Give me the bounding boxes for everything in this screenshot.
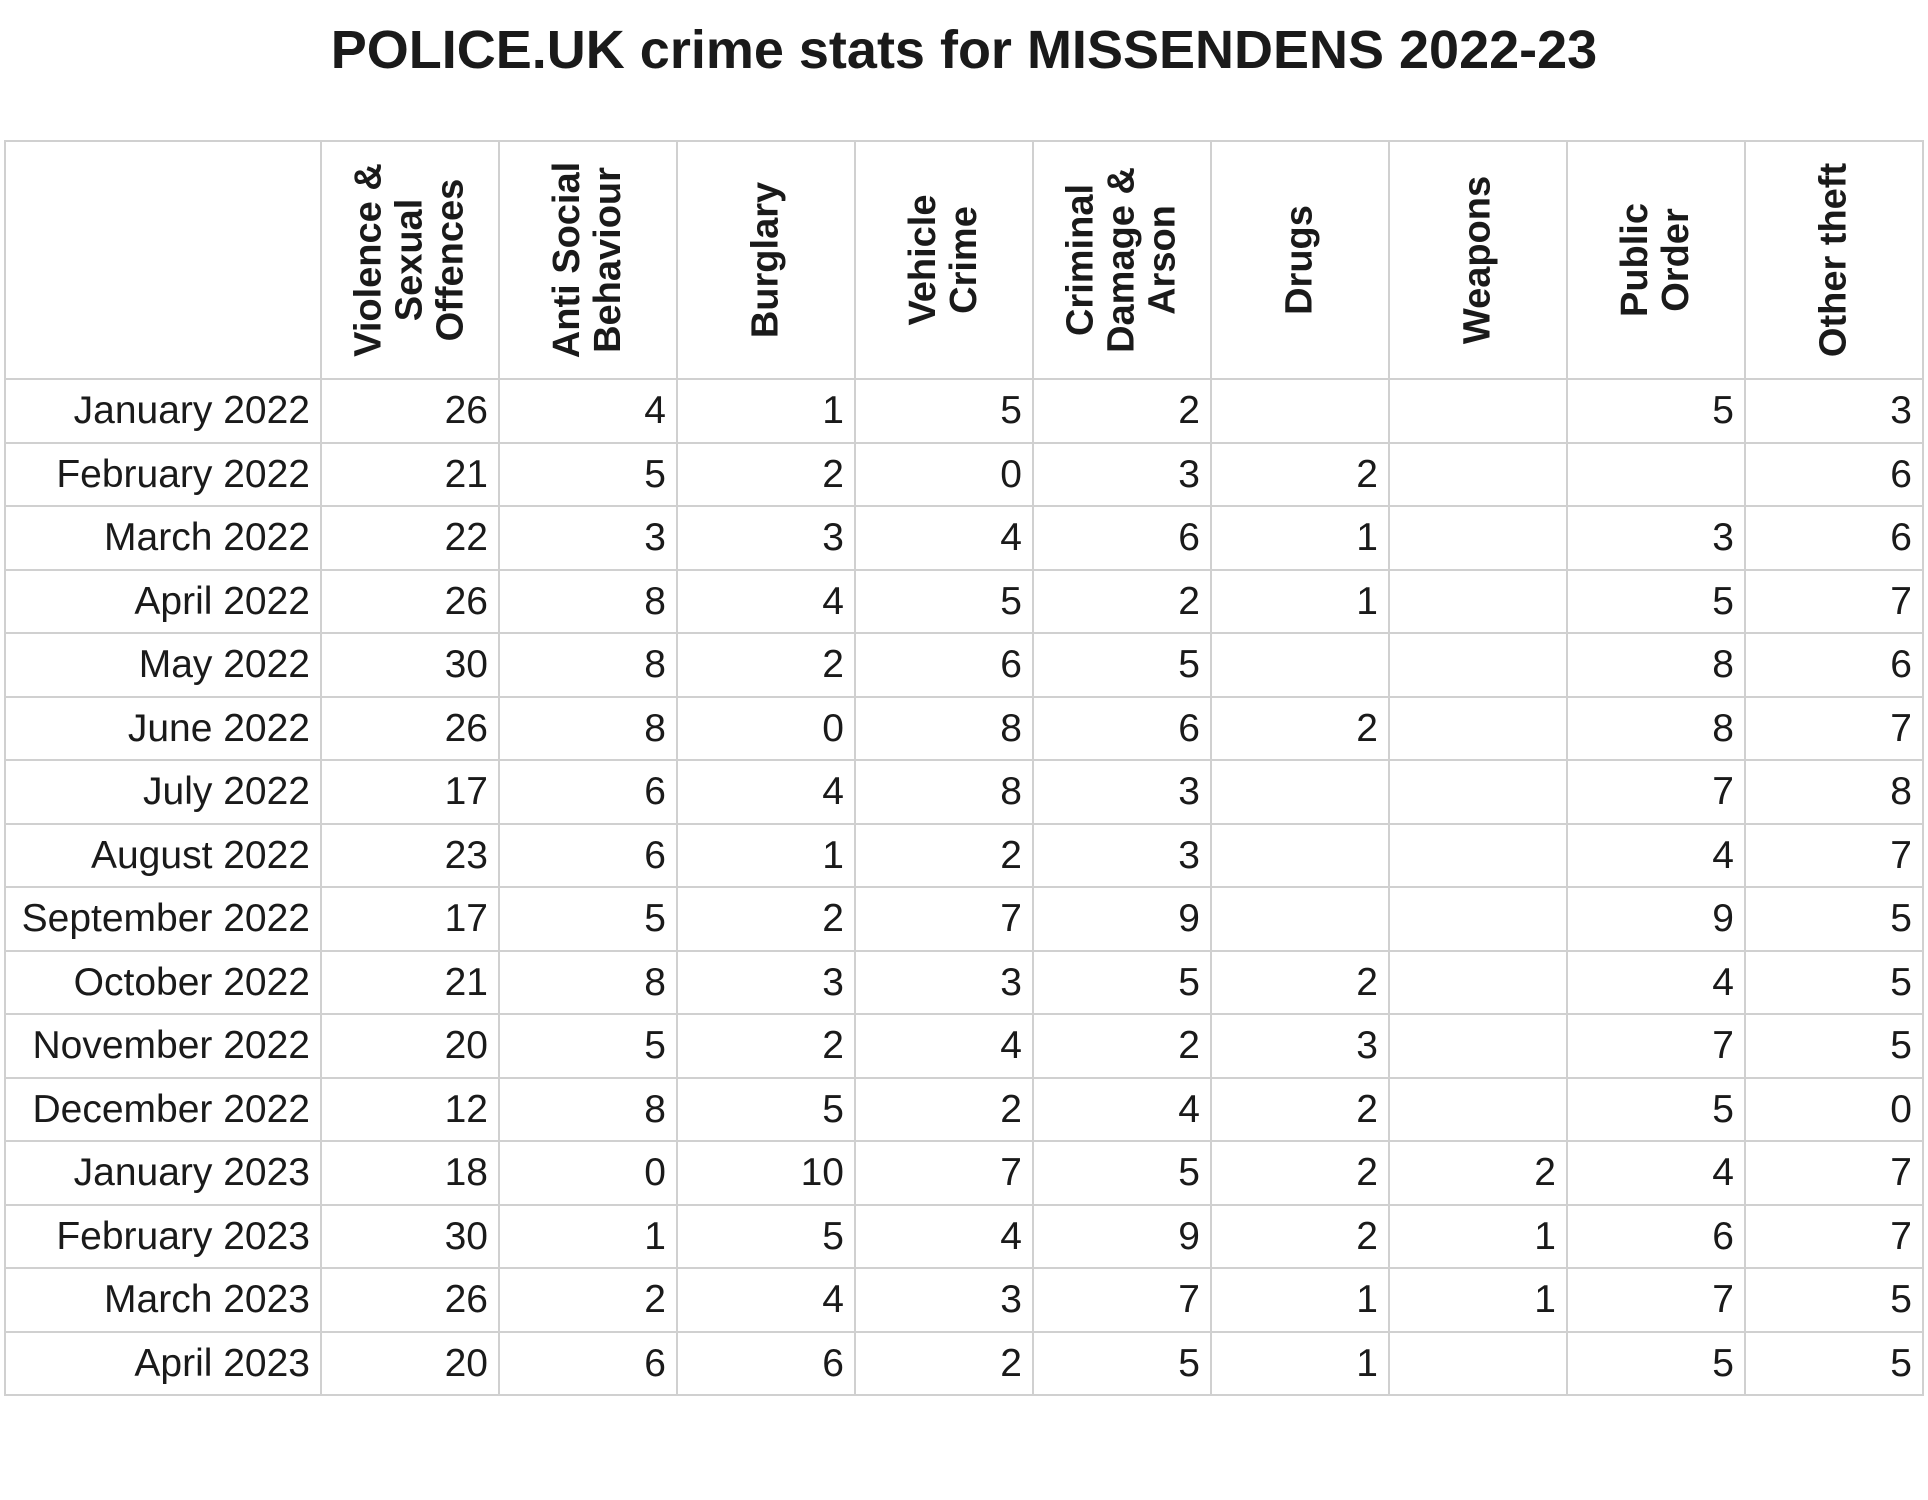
table-cell: 4	[1567, 1141, 1745, 1205]
table-cell: 7	[1745, 570, 1923, 634]
table-cell: 2	[855, 824, 1033, 888]
table-cell: 3	[855, 951, 1033, 1015]
table-cell	[1389, 887, 1567, 951]
table-cell	[1389, 697, 1567, 761]
table-row	[5, 506, 1923, 570]
table-cell: 1	[677, 824, 855, 888]
table-cell: 5	[855, 570, 1033, 634]
column-header-label: Burglary	[744, 181, 787, 339]
table-cell: 8	[1745, 760, 1923, 824]
table-cell	[1389, 1014, 1567, 1078]
table-cell	[1567, 443, 1745, 507]
table-cell: 5	[1033, 1332, 1211, 1396]
table-cell	[1389, 379, 1567, 443]
row-label: February 2023	[5, 1205, 321, 1269]
table-cell: 2	[1033, 1014, 1211, 1078]
table-cell	[1389, 570, 1567, 634]
table-row	[5, 1141, 1923, 1205]
table-cell: 7	[855, 887, 1033, 951]
table-cell: 9	[1033, 1205, 1211, 1269]
table-cell	[1389, 633, 1567, 697]
table-row	[5, 633, 1923, 697]
column-header-label: Violence & Sexual Offences	[347, 163, 472, 357]
table-cell: 5	[1567, 379, 1745, 443]
table-cell: 21	[321, 443, 499, 507]
table-cell: 4	[499, 379, 677, 443]
table-cell: 5	[1745, 1268, 1923, 1332]
table-cell	[1389, 824, 1567, 888]
table-cell	[1389, 1332, 1567, 1396]
table-cell: 8	[855, 697, 1033, 761]
table-cell: 7	[1745, 1205, 1923, 1269]
table-cell: 5	[1567, 1078, 1745, 1142]
table-cell: 6	[855, 633, 1033, 697]
table-cell	[1211, 379, 1389, 443]
table-cell: 7	[1745, 824, 1923, 888]
table-cell: 5	[499, 1014, 677, 1078]
table-cell: 6	[1033, 506, 1211, 570]
column-header-label: Criminal Damage & Arson	[1059, 167, 1184, 353]
table-cell: 6	[1567, 1205, 1745, 1269]
table-cell: 5	[1745, 1014, 1923, 1078]
table-cell: 17	[321, 887, 499, 951]
table-cell: 12	[321, 1078, 499, 1142]
table-corner-cell	[5, 141, 321, 379]
column-header-label: Weapons	[1456, 175, 1499, 345]
table-cell: 6	[1745, 633, 1923, 697]
table-cell: 9	[1033, 887, 1211, 951]
table-cell: 1	[499, 1205, 677, 1269]
table-cell: 3	[1033, 760, 1211, 824]
table-cell: 5	[1033, 951, 1211, 1015]
table-cell: 1	[1211, 1268, 1389, 1332]
table-cell: 2	[1211, 1078, 1389, 1142]
table-cell: 4	[677, 570, 855, 634]
table-row	[5, 570, 1923, 634]
table-cell: 5	[855, 379, 1033, 443]
table-cell: 5	[1745, 951, 1923, 1015]
table-row	[5, 379, 1923, 443]
table-cell: 5	[1745, 887, 1923, 951]
table-cell: 7	[1745, 697, 1923, 761]
table-cell: 5	[677, 1205, 855, 1269]
table-row	[5, 443, 1923, 507]
column-header	[1211, 141, 1389, 379]
table-row	[5, 951, 1923, 1015]
column-header-label: Other theft	[1812, 162, 1855, 358]
column-header	[1033, 141, 1211, 379]
table-cell: 1	[1211, 1332, 1389, 1396]
table-cell: 5	[1745, 1332, 1923, 1396]
table-cell	[1389, 760, 1567, 824]
table-cell	[1211, 760, 1389, 824]
table-cell: 2	[1211, 443, 1389, 507]
table-cell: 2	[1389, 1141, 1567, 1205]
table-cell: 2	[499, 1268, 677, 1332]
table-body	[5, 379, 1923, 1395]
table-row	[5, 824, 1923, 888]
row-label: January 2022	[5, 379, 321, 443]
table-header-row	[5, 141, 1923, 379]
table-cell: 4	[1567, 824, 1745, 888]
table-cell: 3	[1211, 1014, 1389, 1078]
row-label: June 2022	[5, 697, 321, 761]
table-cell: 2	[1033, 379, 1211, 443]
table-cell: 5	[499, 443, 677, 507]
row-label: January 2023	[5, 1141, 321, 1205]
column-header	[499, 141, 677, 379]
table-cell: 6	[1033, 697, 1211, 761]
crime-stats-table	[4, 140, 1924, 1396]
row-label: March 2022	[5, 506, 321, 570]
table-cell	[1389, 506, 1567, 570]
table-cell	[1389, 1078, 1567, 1142]
table-cell: 5	[1033, 1141, 1211, 1205]
table-cell: 1	[1211, 506, 1389, 570]
table-cell: 1	[1389, 1205, 1567, 1269]
table-cell	[1389, 443, 1567, 507]
table-cell: 0	[677, 697, 855, 761]
table-cell: 1	[677, 379, 855, 443]
table-cell: 2	[677, 633, 855, 697]
column-header	[855, 141, 1033, 379]
row-label: November 2022	[5, 1014, 321, 1078]
table-cell: 5	[499, 887, 677, 951]
table-cell: 30	[321, 633, 499, 697]
table-cell: 3	[1745, 379, 1923, 443]
table-cell: 1	[1389, 1268, 1567, 1332]
row-label: April 2023	[5, 1332, 321, 1396]
table-cell: 5	[1567, 570, 1745, 634]
table-cell: 26	[321, 379, 499, 443]
row-label: March 2023	[5, 1268, 321, 1332]
table-cell: 5	[1033, 633, 1211, 697]
table-cell: 4	[855, 1205, 1033, 1269]
column-header	[321, 141, 499, 379]
table-row	[5, 887, 1923, 951]
table-cell: 7	[855, 1141, 1033, 1205]
table-cell: 3	[855, 1268, 1033, 1332]
column-header	[1389, 141, 1567, 379]
table-cell: 20	[321, 1014, 499, 1078]
table-cell: 6	[1745, 443, 1923, 507]
table-cell: 3	[677, 506, 855, 570]
table-cell: 7	[1567, 760, 1745, 824]
table-cell: 4	[855, 506, 1033, 570]
table-cell: 3	[1033, 443, 1211, 507]
table-cell: 4	[855, 1014, 1033, 1078]
table-cell: 0	[1745, 1078, 1923, 1142]
table-cell	[1211, 887, 1389, 951]
table-cell: 26	[321, 1268, 499, 1332]
table-cell: 4	[1033, 1078, 1211, 1142]
table-cell: 9	[1567, 887, 1745, 951]
table-cell	[1211, 633, 1389, 697]
table-cell: 8	[1567, 697, 1745, 761]
table-row	[5, 1014, 1923, 1078]
table-cell: 2	[1211, 1141, 1389, 1205]
column-header	[677, 141, 855, 379]
table-cell: 6	[499, 824, 677, 888]
table-cell: 4	[1567, 951, 1745, 1015]
table-cell: 10	[677, 1141, 855, 1205]
table-cell: 4	[677, 1268, 855, 1332]
table-row	[5, 760, 1923, 824]
table-cell: 2	[677, 1014, 855, 1078]
table-cell: 8	[499, 1078, 677, 1142]
table-cell: 2	[1211, 1205, 1389, 1269]
table-cell: 17	[321, 760, 499, 824]
table-cell: 6	[499, 1332, 677, 1396]
table-cell: 2	[855, 1078, 1033, 1142]
table-cell: 23	[321, 824, 499, 888]
row-label: October 2022	[5, 951, 321, 1015]
table-row	[5, 1078, 1923, 1142]
table-cell: 26	[321, 697, 499, 761]
table-cell: 8	[1567, 633, 1745, 697]
table-cell: 7	[1567, 1268, 1745, 1332]
table-cell: 20	[321, 1332, 499, 1396]
table-cell: 1	[1211, 570, 1389, 634]
column-header-label: Vehicle Crime	[902, 194, 985, 326]
row-label: May 2022	[5, 633, 321, 697]
table-cell: 3	[1567, 506, 1745, 570]
row-label: August 2022	[5, 824, 321, 888]
table-cell: 0	[855, 443, 1033, 507]
table-row	[5, 697, 1923, 761]
row-label: April 2022	[5, 570, 321, 634]
column-header-label: Anti Social Behaviour	[546, 161, 629, 359]
table-cell: 8	[499, 951, 677, 1015]
column-header	[1745, 141, 1923, 379]
table-cell: 8	[499, 570, 677, 634]
table-cell: 5	[677, 1078, 855, 1142]
table-cell: 3	[677, 951, 855, 1015]
table-cell: 2	[677, 887, 855, 951]
column-header	[1567, 141, 1745, 379]
table-cell: 8	[855, 760, 1033, 824]
table-cell: 2	[1211, 697, 1389, 761]
table-cell: 22	[321, 506, 499, 570]
table-cell: 2	[1211, 951, 1389, 1015]
table-cell: 26	[321, 570, 499, 634]
table-cell: 7	[1745, 1141, 1923, 1205]
table-cell: 30	[321, 1205, 499, 1269]
table-cell: 2	[1033, 570, 1211, 634]
table-cell: 7	[1033, 1268, 1211, 1332]
table-row	[5, 1332, 1923, 1396]
table-cell: 4	[677, 760, 855, 824]
row-label: December 2022	[5, 1078, 321, 1142]
table-cell: 21	[321, 951, 499, 1015]
table-cell: 2	[677, 443, 855, 507]
table-cell: 2	[855, 1332, 1033, 1396]
page-title: POLICE.UK crime stats for MISSENDENS 2022-23	[330, 20, 1598, 80]
table-cell: 18	[321, 1141, 499, 1205]
table-row	[5, 1268, 1923, 1332]
table-cell: 3	[1033, 824, 1211, 888]
table-cell: 5	[1567, 1332, 1745, 1396]
row-label: September 2022	[5, 887, 321, 951]
table-cell	[1389, 951, 1567, 1015]
table-cell: 7	[1567, 1014, 1745, 1078]
table-cell: 6	[677, 1332, 855, 1396]
table-cell: 3	[499, 506, 677, 570]
column-header-label: Drugs	[1278, 205, 1321, 315]
table-cell: 8	[499, 633, 677, 697]
row-label: July 2022	[5, 760, 321, 824]
row-label: February 2022	[5, 443, 321, 507]
table-cell: 6	[499, 760, 677, 824]
table-row	[5, 1205, 1923, 1269]
table-cell: 8	[499, 697, 677, 761]
table-cell	[1211, 824, 1389, 888]
column-header-label: Public Order	[1614, 202, 1697, 318]
table-cell: 6	[1745, 506, 1923, 570]
table-cell: 0	[499, 1141, 677, 1205]
